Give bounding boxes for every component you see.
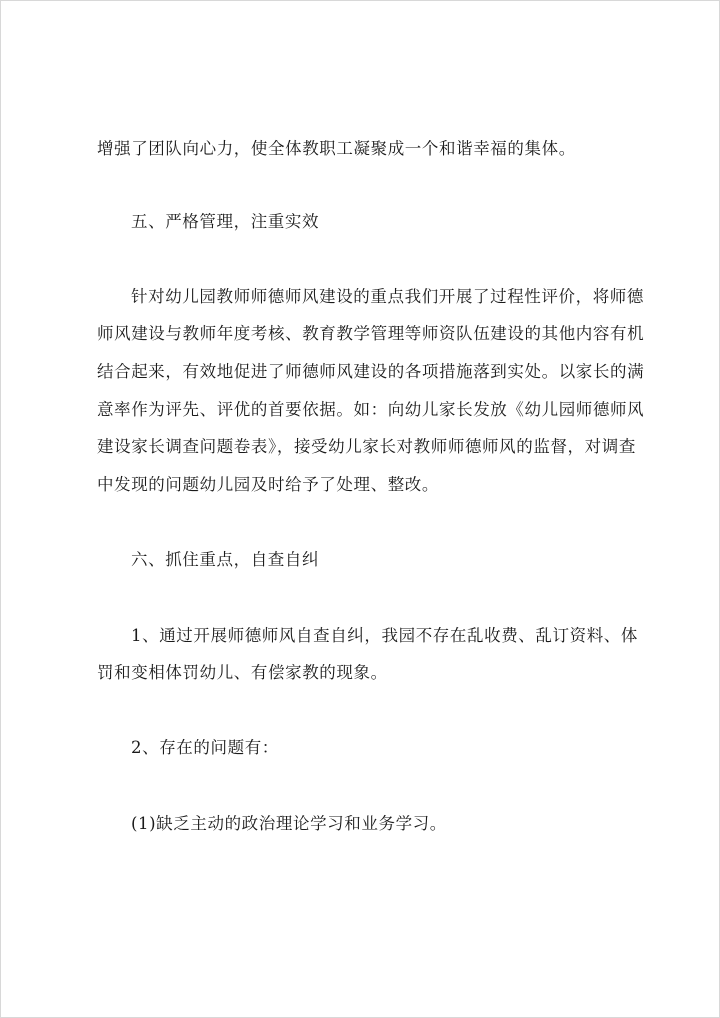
paragraph-line: 意率作为评先、评优的首要依据。如：向幼儿家长发放《幼儿园师德师风: [97, 400, 645, 419]
paragraph-line: 1、通过开展师德师风自查自纠，我园不存在乱收费、乱订资料、体: [131, 626, 638, 645]
paragraph-line: 2、存在的问题有：: [131, 738, 279, 757]
paragraph-line: 师风建设与教师年度考核、教育教学管理等师资队伍建设的其他内容有机: [97, 324, 645, 343]
list-item: (1)缺乏主动的政治理论学习和业务学习。: [131, 814, 447, 833]
paragraph-line: 增强了团队向心力，使全体教职工凝聚成一个和谐幸福的集体。: [97, 139, 576, 158]
paragraph-line: 中发现的问题幼儿园及时给予了处理、整改。: [97, 475, 439, 494]
paragraph-line: 结合起来，有效地促进了师德师风建设的各项措施落到实处。以家长的满: [97, 362, 645, 381]
paragraph-line: 罚和变相体罚幼儿、有偿家教的现象。: [97, 663, 388, 682]
paragraph-line: 针对幼儿园教师师德师风建设的重点我们开展了过程性评价，将师德: [131, 287, 644, 306]
section-heading-5: 五、严格管理，注重实效: [131, 212, 320, 231]
section-heading-6: 六、抓住重点，自查自纠: [131, 550, 320, 569]
paragraph-line: 建设家长调查问题卷表》，接受幼儿家长对教师师德师风的监督，对调查: [97, 437, 636, 456]
